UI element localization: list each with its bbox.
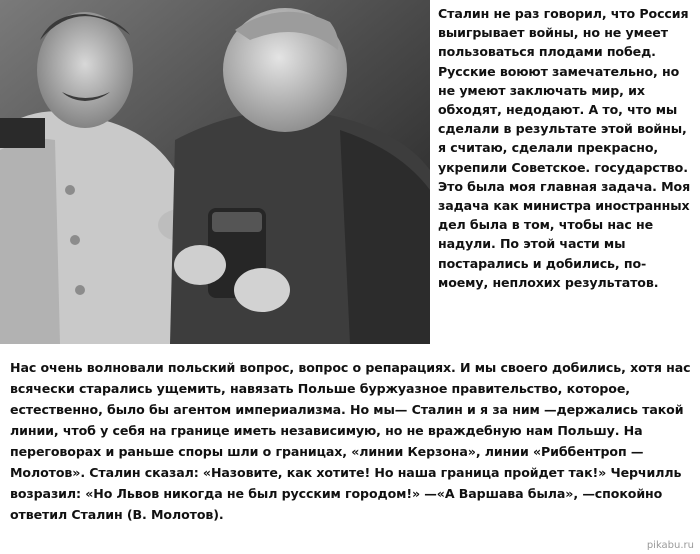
quote-right-line: Русские воюют замечательно, но bbox=[438, 63, 680, 79]
quote-right-line: постарались и добились, по- bbox=[438, 255, 647, 271]
quote-bottom-line: ответил Сталин (В. Молотов). bbox=[10, 507, 224, 522]
quote-right-line: я считаю, сделали прекрасно, bbox=[438, 140, 659, 156]
quote-right-line: обходят, недодают. А то, что мы bbox=[438, 102, 678, 118]
quote-right-line: дел была в том, чтобы нас не bbox=[438, 217, 654, 233]
quote-bottom-line: всячески старались ущемить, навязать Польше буржуазное правительство, которое, bbox=[10, 381, 630, 396]
historical-photo bbox=[0, 0, 430, 344]
quote-right-line: выигрывает войны, но не умеет bbox=[438, 25, 668, 41]
quote-right-line: Это была моя главная задача. Моя bbox=[438, 178, 691, 194]
watermark: pikabu.ru bbox=[646, 540, 694, 551]
quote-right-line: задача как министра иностранных bbox=[438, 198, 690, 214]
quote-bottom-line: Нас очень волновали польский вопрос, вопрос о репарациях. И мы своего добились, хотя нас bbox=[10, 360, 691, 375]
quote-bottom-line: линии, чтоб у себя на границе иметь независимую, но не враждебную нам Польшу. На bbox=[10, 423, 643, 438]
quote-bottom-line: естественно, было бы агентом империализма. Но мы— Сталин и я за ним —держались такой bbox=[10, 402, 684, 417]
quote-right-line: не умеют заключать мир, их bbox=[438, 82, 645, 98]
photo-illustration bbox=[0, 0, 430, 344]
quote-right-line: укрепили Советское. государство. bbox=[438, 159, 688, 175]
quote-right-line: надули. По этой части мы bbox=[438, 236, 626, 252]
quote-bottom-line: Молотов». Сталин сказал: «Назовите, как хотите! Но наша граница пройдет так!» Черчилль bbox=[10, 465, 682, 480]
quote-right-line: моему, неплохих результатов. bbox=[438, 274, 659, 290]
quote-right-paragraph bbox=[438, 4, 696, 292]
quote-bottom-paragraph bbox=[10, 357, 698, 525]
quote-bottom-line: переговорах и раньше споры шли о границах, «линии Керзона», линии «Риббентроп — bbox=[10, 444, 644, 459]
quote-bottom-line: возразил: «Но Львов никогда не был русским городом!» —«А Варшава была», —спокойно bbox=[10, 486, 663, 501]
quote-right-line: Сталин не раз говорил, что Россия bbox=[438, 6, 689, 21]
quote-right-line: сделали в результате этой войны, bbox=[438, 121, 687, 137]
quote-right-line: пользоваться плодами побед. bbox=[438, 44, 656, 60]
